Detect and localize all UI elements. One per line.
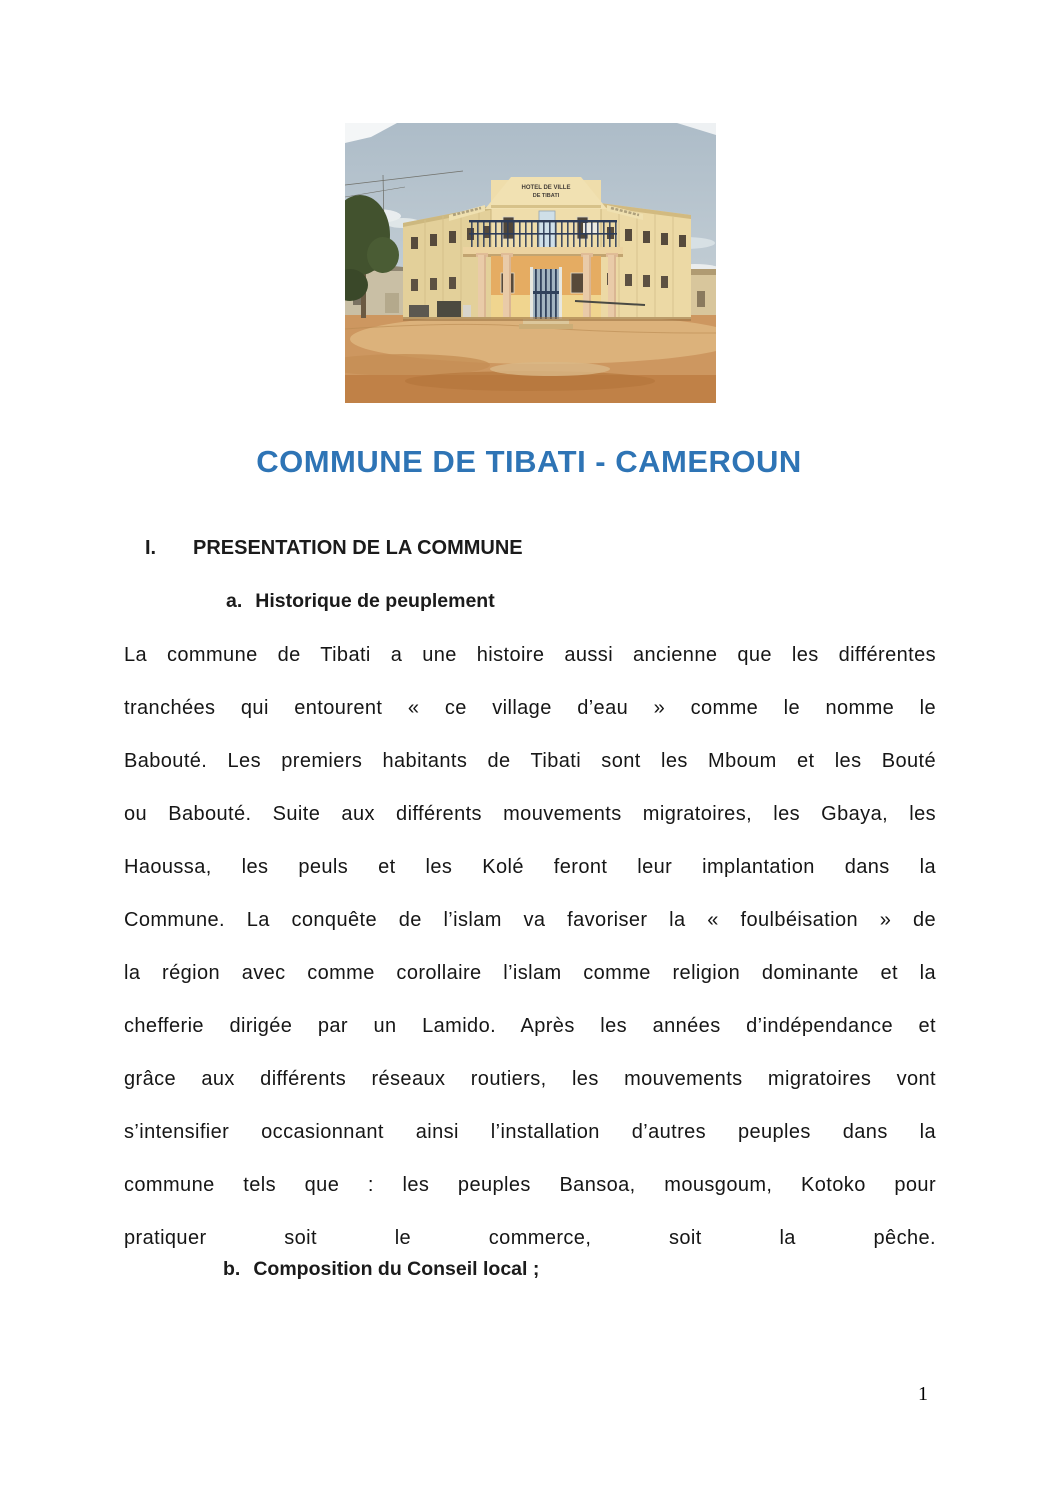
subsection-b-label: Composition du Conseil local ; — [253, 1258, 540, 1280]
sign-line-2: DE TIBATI — [532, 193, 560, 199]
section-heading-label: PRESENTATION DE LA COMMUNE — [193, 537, 523, 559]
page-number: 1 — [918, 1383, 928, 1405]
subsection-a-label: Historique de peuplement — [255, 590, 495, 612]
section-heading-number: I. — [145, 537, 157, 559]
subsection-a-heading — [226, 590, 495, 613]
body-paragraph: La commune de Tibati a une histoire aussi ancienne que les différentes tranchées qui entourent « ce village d’eau » comme le nomme le Babouté. Les premiers habitants de Tibati sont les Mboum et les Bouté ou Babouté. Suite aux différents mouvements migratoires, les Gbaya, les Haoussa, les peuls et les Kolé feront leur implantation dans la Commune. La conquête de l’islam va favoriser la « foulbéisation » de la région avec comme corollaire l’islam comme religion dominante et la chefferie dirigée par un Lamido. Après les années d’indépendance et grâce aux différents réseaux routiers, les mouvements migratoires vont s’intensifier occasionnant ainsi l’installation d’autres peuples dans la commune tels que : les peuples Bansoa, mousgoum, Kotoko pour pratiquer soit le commerce, soit la pêche. — [124, 644, 936, 1249]
building-photo-canvas — [345, 123, 716, 403]
building-photo — [345, 123, 716, 403]
section-heading-presentation — [145, 537, 523, 560]
sign-line-1: HOTEL DE VILLE — [521, 185, 571, 191]
subsection-a-number: a. — [226, 590, 243, 612]
subsection-b-number: b. — [223, 1258, 241, 1280]
subsection-b-heading — [223, 1258, 539, 1281]
document-title: COMMUNE DE TIBATI - CAMEROUN — [256, 444, 802, 479]
